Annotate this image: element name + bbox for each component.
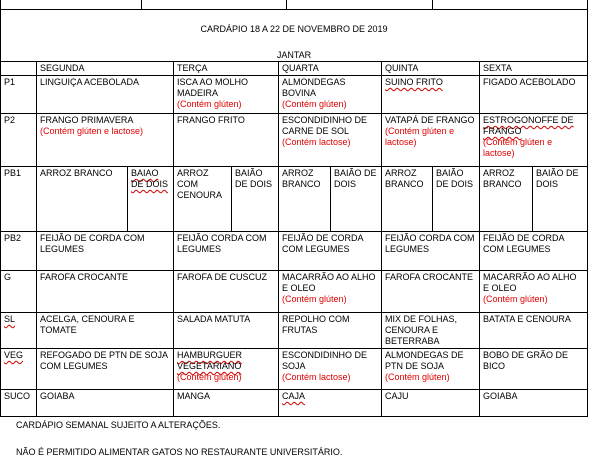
menu-cell: FEIJÃO DE CORDA COM LEGUMES [37,232,174,271]
menu-cell: BAIÃO DE DOIS [232,167,279,232]
menu-cell: ARROZ BRANCO [480,167,533,232]
allergen-note: (Contém glúten) [385,372,450,382]
menu-cell: HAMBURGUER VEGETARIANO (Contém glúten) [174,349,279,390]
row-label: P2 [1,114,37,167]
days-header-row [1,62,588,76]
allergen-note: (Contém glúten e lactose) [483,137,553,158]
menu-cell: FAROFA CROCANTE [382,271,480,313]
allergen-note: (Contém glúten e lactose) [385,126,455,147]
menu-cell: REPOLHO COM FRUTAS [279,313,382,349]
menu-cell: FEIJÃO CORDA COM LEGUMES [382,232,480,271]
menu-cell: FIGADO ACEBOLADO [480,76,588,114]
menu-cell: FEIJÃO CORDA COM LEGUMES [174,232,279,271]
day-header: SEGUNDA [37,62,174,76]
table-row [1,76,588,114]
day-header: SEXTA [480,62,588,76]
menu-cell: ALMONDEGAS DE PTN DE SOJA (Contém glúten) [382,349,480,390]
day-header: TERÇA [174,62,279,76]
row-label: PB1 [1,167,37,232]
menu-cell: BAIÃO DE DOIS [433,167,480,232]
menu-cell: SUINO FRITO [382,76,480,114]
menu-cell: SALADA MATUTA [174,313,279,349]
menu-table [0,61,588,417]
menu-cell: REFOGADO DE PTN DE SOJA COM LEGUMES [37,349,174,390]
menu-cell: ESTROGONOFFE DE FRANGO (Contém glúten e lactose) [480,114,588,167]
table-row [1,167,588,232]
menu-cell: BAIÃO DE DOIS [533,167,588,232]
row-label: SL [1,313,37,349]
allergen-note: (Contém lactose) [282,137,351,147]
menu-cell: MIX DE FOLHAS, CENOURA E BETERRABA [382,313,480,349]
menu-cell: BATATA E CENOURA [480,313,588,349]
allergen-note: (Contém glúten) [177,372,242,382]
menu-cell: ARROZ BRANCO [37,167,128,232]
footer-warning: NÃO É PERMITIDO ALIMENTAR GATOS NO RESTAURANTE UNIVERSITÁRIO. [16,447,343,457]
allergen-note: (Contém glúten) [483,294,548,304]
menu-cell: BOBO DE GRÃO DE BICO [480,349,588,390]
menu-cell: BAIAO DE DOIS [128,167,174,232]
menu-cell: FRANGO PRIMAVERA (Contém glúten e lactose) [37,114,174,167]
day-header: QUINTA [382,62,480,76]
menu-cell: ALMONDEGAS BOVINA (Contém glúten) [279,76,382,114]
menu-header [0,9,588,61]
menu-cell: ARROZ BRANCO [279,167,331,232]
footer-notice: CARDÁPIO SEMANAL SUJEITO A ALTERAÇÕES. [16,420,221,430]
menu-cell: GOIABA [480,390,588,417]
empty-corner [1,62,37,76]
menu-cell: GOIABA [37,390,174,417]
menu-cell: LINGUIÇA ACEBOLADA [37,76,174,114]
allergen-note: (Contém lactose) [282,372,351,382]
menu-cell: CAJA [279,390,382,417]
row-label: VEG [1,349,37,390]
table-row [1,271,588,313]
row-label: SUCO [1,390,37,417]
allergen-note: (Contém glúten) [282,294,347,304]
menu-cell: FAROFA CROCANTE [37,271,174,313]
table-row [1,313,588,349]
menu-cell: MACARRÃO AO ALHO E OLEO (Contém glúten) [480,271,588,313]
menu-cell: ISCA AO MOLHO MADEIRA (Contém glúten) [174,76,279,114]
menu-cell: ARROZ COM CENOURA [174,167,232,232]
table-row [1,390,588,417]
meal-subtitle: JANTAR [276,50,312,60]
allergen-note: (Contém glúten) [282,99,347,109]
allergen-note: (Contém glúten) [177,99,242,109]
menu-cell: ACELGA, CENOURA E TOMATE [37,313,174,349]
menu-cell: FEIJÃO DE CORDA COM LEGUMES [279,232,382,271]
allergen-note: (Contém glúten e lactose) [40,126,144,136]
menu-cell: ESCONDIDINHO DE SOJA (Contém lactose) [279,349,382,390]
day-header: QUARTA [279,62,382,76]
row-label: G [1,271,37,313]
menu-cell: FAROFA DE CUSCUZ [174,271,279,313]
menu-cell: ESCONDIDINHO DE CARNE DE SOL (Contém lactose) [279,114,382,167]
menu-cell: MANGA [174,390,279,417]
menu-cell: BAIÃO DE DOIS [331,167,382,232]
menu-cell: MACARRÃO AO ALHO E OLEO (Contém glúten) [279,271,382,313]
menu-cell: CAJU [382,390,480,417]
menu-cell: VATAPÁ DE FRANGO (Contém glúten e lactose) [382,114,480,167]
menu-title: CARDÁPIO 18 A 22 DE NOVEMBRO DE 2019 [200,24,388,34]
table-row [1,232,588,271]
table-row [1,349,588,390]
row-label: PB2 [1,232,37,271]
menu-cell: ARROZ BRANCO [382,167,433,232]
menu-cell: FEIJÃO DE CORDA COM LEGUMES [480,232,588,271]
menu-cell: FRANGO FRITO [174,114,279,167]
table-row [1,114,588,167]
row-label: P1 [1,76,37,114]
